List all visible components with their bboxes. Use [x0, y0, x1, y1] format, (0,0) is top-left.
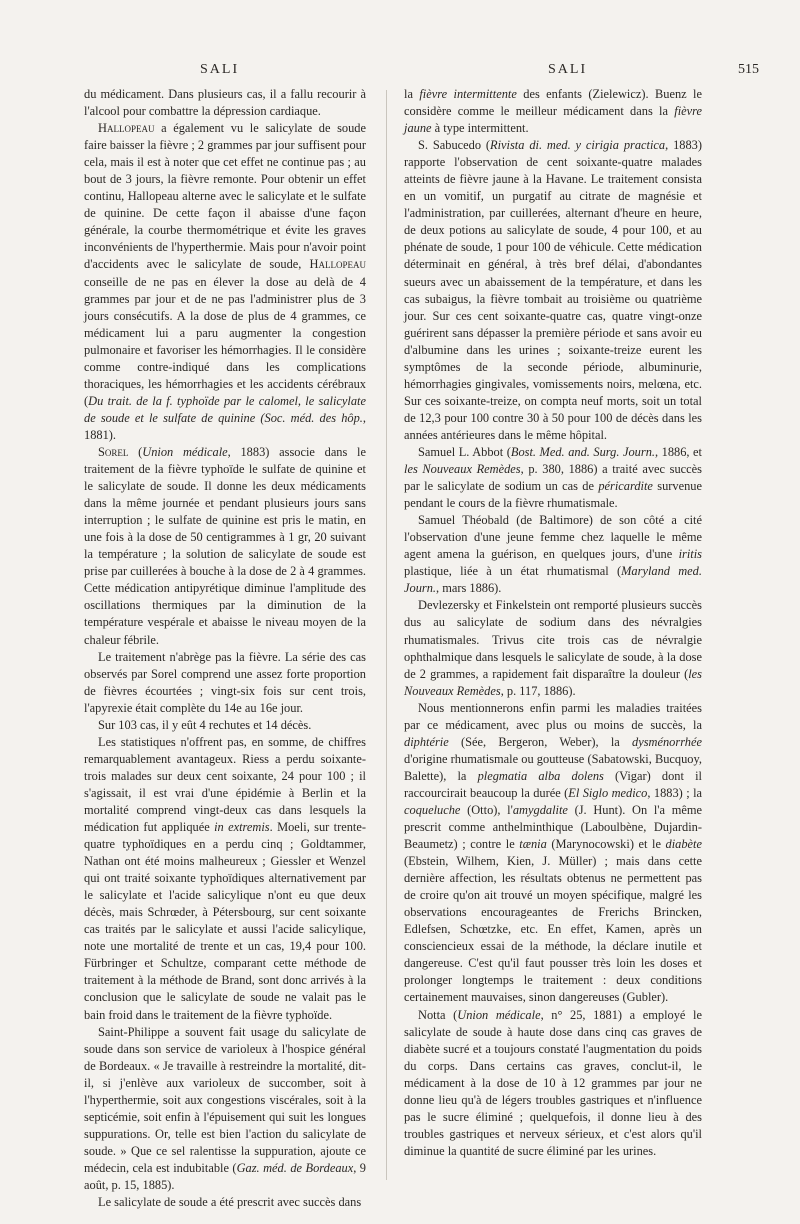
paragraph: Le salicylate de soude a été prescrit avec succès dans — [98, 1195, 362, 1210]
paragraph: Les statistiques n'offrent pas, en somme, de chiffres remarquablement avantageux. Riess a perdu soixante-trois malades sur deux cent soixante, 24 pour 100 ; il s'agissait, il est vrai d'une épidémie à Berlin et la mortalité comprend vingt-deux cas dans lesquels la médication fut appliquée in extremis. Moeli, sur trente-quatre typhoïdiques en a perdu cinq ; Goldtammer, Nathan ont été moins malheureux ; Giessler et Wenzel qui ont traité soixante typhoïdiques alternativement par le salicylate et l'acide salicylique n'ont eu que deux décès, mais Schrœder, à Pétersbourg, sur cent soixante cas traités par le salicylate et aussi l'acide salicylique, note une mortalité de trente et un cas, 19,4 pour 100. Fürbringer et Schultze, comparant cette méthode de traitement à la méthode de Brand, sont donc arrivés à la conclusion que le salicylate de soude ne valait pas le bain froid dans le traitement de la fièvre typhoïde. — [84, 734, 366, 1022]
paragraph: Nous mentionnerons enfin parmi les maladies traitées par ce médicament, avec plus ou moins de succès, la diphtérie (Sée, Bergeron, Weber), la dysménorrhée d'origine rhumatismale ou goutteuse (Sabatowski, Bucquoy, Balette), la plegmatia alba dolens (Vigar) dont il raccourcirait beaucoup la durée (El Siglo medico, 1883) ; la coqueluche (Otto), l'amygdalite (J. Hunt). On l'a même prescrit comme anthelminthique (Laboulbène, Dujardin-Beaumetz) ; contre le tænia (Marynocowski) et le diabète (Ebstein, Wilhem, Kien, J. Müller) ; mais dans cette dernière affection, les résultats obtenus ne permettent pas de croire qu'on ait trouvé un moyen spécifique, malgré les observations encourageantes de Frerichs Brincken, Edlefsen, Schœtzke, etc. En effet, Kamen, après un consciencieux essai de la méthode, la déclare inutile et dangereuse. C'est qu'il faut pousser très loin les doses et prolonger longtemps le traitement : deux conditions certainement mauvaises, sinon dangereuses (Gubler). — [404, 700, 703, 1005]
right-column — [404, 86, 702, 1160]
paragraph: du médicament. Dans plusieurs cas, il a fallu recourir à l'alcool pour combattre la dépression cardiaque. — [84, 87, 366, 119]
header-left-title: SALI — [200, 62, 240, 77]
paragraph: S. Sabucedo (Rivista di. med. y cirigia practica, 1883) rapporte l'observation de cent soixante-quatre malades atteints de fièvre jaune à la Havane. Le traitement consista en un vomitif, un purgatif au citrate de magnésie et l'administration, par cuillerées, alternant d'heure en heure, de deux potions au salicylate de soude, 4 pour 100, et au phénate de soude, 1 pour 100 de véhicule. Cette médication déterminait en général, à très bref délai, d'abondantes sueurs avec un abaissement de la température, et dans les cas subaigus, la fièvre tombait au troisième ou quatrième jour. Sur ces cent soixante-quatre cas, quatre vingt-onze guérirent sans dépasser la première période et sans avoir eu d'albumine dans les urines ; soixante-treize eurent les symptômes de la seconde période, albuminurie, hémorrhagies gingivales, vomissements noirs, melœna, etc. Sur ces soixante-treize, on compta neuf morts, soit un total de 12,3 pour 100 contre 30 à 50 pour 100 de décès dans les années antérieures dans le même hôpital. — [404, 138, 702, 442]
running-header — [0, 62, 800, 86]
paragraph: Devlezersky et Finkelstein ont remporté plusieurs succès dus au salicylate de sodium dans des névralgies rhumatismales. Trivus cite trois cas de névralgie ophthalmique dans lesquels le salicylate de soude, à la dose de 2 grammes, a rapidement fait disparaître la douleur (les Nouveaux Remèdes, p. 117, 1886). — [404, 598, 702, 698]
paragraph: Saint-Philippe a souvent fait usage du salicylate de soude dans son service de varioleux à l'hospice général de Bordeaux. « Je travaille à restreindre la mortalité, dit-il, si j'enlève aux varioleux de succomber, soit à l'hyperthermie, soit aux congestions viscérales, soit à la septicémie, soit enfin à l'épuisement qui suit les longues suppurations. Or, telle est bien l'action du salicylate de soude. » Que ce sel ralentisse la suppuration, ajoute ce médecin, cela est indubitable (Gaz. méd. de Bordeaux, 9 août, p. 15, 1885). — [84, 1024, 366, 1192]
paragraph: Sorel (Union médicale, 1883) associe dans le traitement de la fièvre typhoïde le sulfate de quinine et le salicylate de soude. Il donne les deux médicaments dans la même journée et pendant plusieurs jours sans interruption ; le sulfate de quinine est pris le matin, en une fois à la dose de 50 centigrammes à 1 gr, 20 suivant la température ; la solution de salicylate de soude est prise par cuillerées à bouche à la dose de 2 à 4 grammes. Cette médication antipyrétique diminue l'amplitude des oscillations thermiques par la diminution de la température vespérale et abaisse le niveau moyen de la chaleur fébrile. — [84, 444, 366, 647]
paragraph: Sur 103 cas, il y eût 4 rechutes et 14 décès. — [98, 717, 312, 732]
paragraph: Samuel L. Abbot (Bost. Med. and. Surg. Journ., 1886, et les Nouveaux Remèdes, p. 380, 1886) a traité avec succès par le salicylate de sodium un cas de péricardite survenue pendant le cours de la fièvre rhumatismale. — [404, 444, 703, 511]
page-number: 515 — [738, 62, 759, 77]
paragraph: Notta (Union médicale, n° 25, 1881) a employé le salicylate de soude à haute dose dans cinq cas graves de diabète sucré et a toujours constaté l'augmentation du poids du corps. Dans certains cas graves, conclut-il, le médicament à la dose de 10 à 12 grammes par jour ne donne lieu qu'à de légers troubles gastriques et n'influence pas le sucre éliminé ; quelquefois, il donne lieu à des troubles gastriques et nerveux sérieux, et c'est alors qu'il diminue la quantité de sucre éliminé par les urines. — [404, 1007, 702, 1158]
left-column — [84, 86, 366, 1211]
paragraph: Samuel Théobald (de Baltimore) de son côté a cité l'observation d'une jeune femme chez laquelle le même agent amena la guérison, en quelques jours, d'une iritis plastique, liée à un état rhumatismal (Maryland med. Journ., mars 1886). — [404, 513, 702, 596]
paragraph: la fièvre intermittente des enfants (Zielewicz). Buenz le considère comme le meilleur médicament dans la fièvre jaune à type intermittent. — [404, 87, 702, 136]
header-right-title: SALI — [548, 62, 588, 77]
paragraph: Hallopeau a également vu le salicylate de soude faire baisser la fièvre ; 2 grammes par jour suffisent pour cela, mais il est à noter que cet effet ne continue pas ; au bout de 3 jours, la fièvre remonte. Pour obtenir un effet continu, Hallopeau alterne avec le salicylate et le sulfate de quinine. De cette façon il abaisse d'une façon générale, la courbe thermométrique et évite les graves inconvénients de l'hyperthermie. Mais pour n'avoir point d'accidents avec le salicylate de soude, Hallopeau conseille de ne pas en élever la dose au delà de 4 grammes par jour et de ne pas l'administrer plus de 3 jours consécutifs. A la dose de plus de 4 grammes, ce médicament lui a paru augmenter la congestion pulmonaire et favoriser les hémorrhagies. Il le considère comme contre-indiqué dans les complications thoraciques, les hémorrhagies et les accidents cérébraux (Du trait. de la f. typhoïde par le calomel, le salicylate de soude et le sulfate de quinine (Soc. méd. des hôp., 1881). — [84, 121, 366, 442]
paragraph: Le traitement n'abrège pas la fièvre. La série des cas observés par Sorel comprend une assez forte proportion de fièvres écourtées ; vingt-six fois sur cent trois, l'apyrexie était complète du 14e au 16e jour. — [84, 649, 366, 715]
column-divider — [386, 90, 387, 1180]
